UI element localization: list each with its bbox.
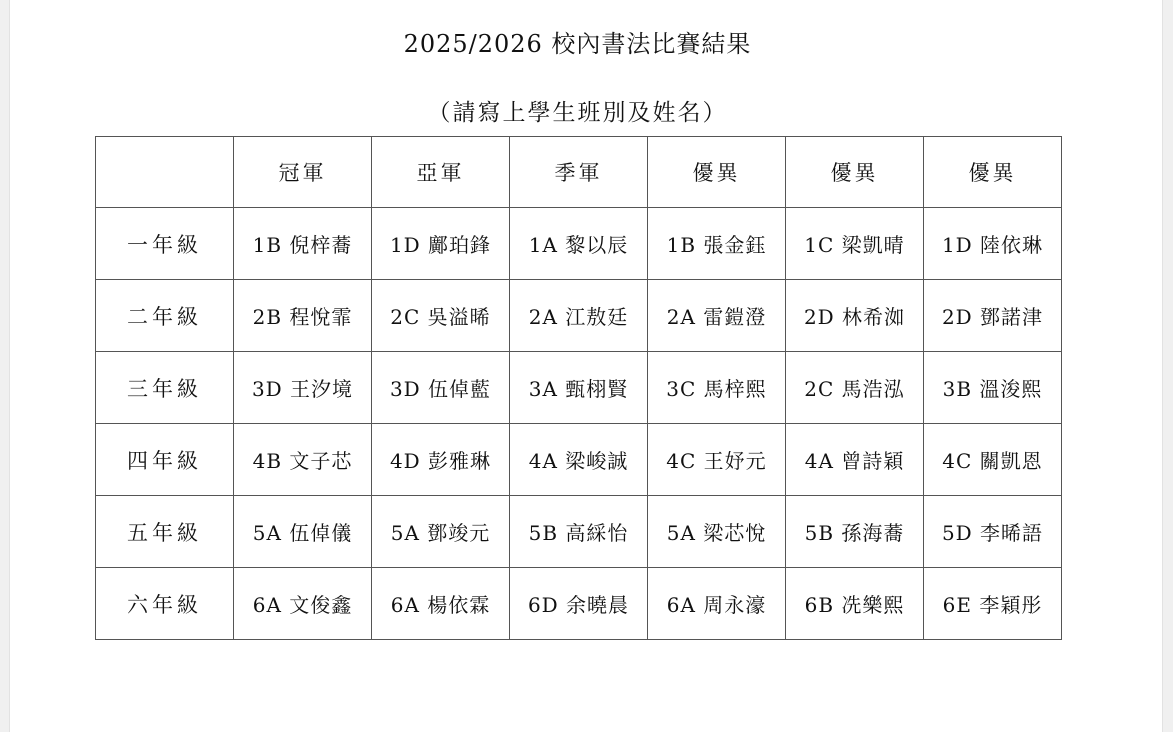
corner-cell xyxy=(96,137,234,208)
grade-label: 四年級 xyxy=(96,424,234,496)
winner-cell: 4A 曾詩穎 xyxy=(786,424,924,496)
winner-cell: 1D 陸依琳 xyxy=(924,208,1062,280)
header-second-runner-up: 季軍 xyxy=(510,137,648,208)
winner-cell: 2D 林希洳 xyxy=(786,280,924,352)
winner-cell: 5D 李晞語 xyxy=(924,496,1062,568)
header-merit-1: 優異 xyxy=(648,137,786,208)
table-row xyxy=(96,424,1062,496)
winner-cell: 6A 周永濠 xyxy=(648,568,786,640)
winner-cell: 3D 王汐境 xyxy=(234,352,372,424)
winner-cell: 4C 關凱恩 xyxy=(924,424,1062,496)
winner-cell: 4C 王妤元 xyxy=(648,424,786,496)
winner-cell: 6E 李穎彤 xyxy=(924,568,1062,640)
header-row xyxy=(96,137,1062,208)
table-row xyxy=(96,208,1062,280)
winner-cell: 2C 馬浩泓 xyxy=(786,352,924,424)
winner-cell: 5B 高綵怡 xyxy=(510,496,648,568)
winner-cell: 2D 鄧諾津 xyxy=(924,280,1062,352)
winner-cell: 2A 江敖廷 xyxy=(510,280,648,352)
winner-cell: 4B 文子芯 xyxy=(234,424,372,496)
header-champion: 冠軍 xyxy=(234,137,372,208)
winner-cell: 3A 甄栩賢 xyxy=(510,352,648,424)
winner-cell: 2A 雷鎧澄 xyxy=(648,280,786,352)
document-title: 2025/2026 校內書法比賽結果 xyxy=(403,30,752,58)
grade-label: 六年級 xyxy=(96,568,234,640)
winner-cell: 3B 溫浚熙 xyxy=(924,352,1062,424)
grade-label: 三年級 xyxy=(96,352,234,424)
winner-cell: 6A 文俊鑫 xyxy=(234,568,372,640)
header-merit-2: 優異 xyxy=(786,137,924,208)
winner-cell: 6D 余曉晨 xyxy=(510,568,648,640)
winner-cell: 6A 楊依霖 xyxy=(372,568,510,640)
grade-label: 一年級 xyxy=(96,208,234,280)
winner-cell: 4D 彭雅琳 xyxy=(372,424,510,496)
winner-cell: 5A 鄧竣元 xyxy=(372,496,510,568)
table-row xyxy=(96,568,1062,640)
table-row xyxy=(96,352,1062,424)
winner-cell: 3D 伍倬藍 xyxy=(372,352,510,424)
winner-cell: 5A 伍倬儀 xyxy=(234,496,372,568)
winner-cell: 5B 孫海蕎 xyxy=(786,496,924,568)
grade-label: 二年級 xyxy=(96,280,234,352)
document-subtitle: （請寫上學生班別及姓名） xyxy=(427,100,728,126)
grade-label: 五年級 xyxy=(96,496,234,568)
winner-cell: 2C 吳溢晞 xyxy=(372,280,510,352)
winner-cell: 2B 程悅霏 xyxy=(234,280,372,352)
table-row xyxy=(96,496,1062,568)
winner-cell: 5A 梁芯悅 xyxy=(648,496,786,568)
winner-cell: 4A 梁峻誠 xyxy=(510,424,648,496)
winner-cell: 1B 張金鈺 xyxy=(648,208,786,280)
winner-cell: 6B 冼樂熙 xyxy=(786,568,924,640)
winner-cell: 1A 黎以辰 xyxy=(510,208,648,280)
header-first-runner-up: 亞軍 xyxy=(372,137,510,208)
winner-cell: 1C 梁凱晴 xyxy=(786,208,924,280)
winner-cell: 1D 鄺珀鋒 xyxy=(372,208,510,280)
results-table xyxy=(95,136,1062,640)
winner-cell: 1B 倪梓蕎 xyxy=(234,208,372,280)
table-row xyxy=(96,280,1062,352)
winner-cell: 3C 馬梓熙 xyxy=(648,352,786,424)
header-merit-3: 優異 xyxy=(924,137,1062,208)
